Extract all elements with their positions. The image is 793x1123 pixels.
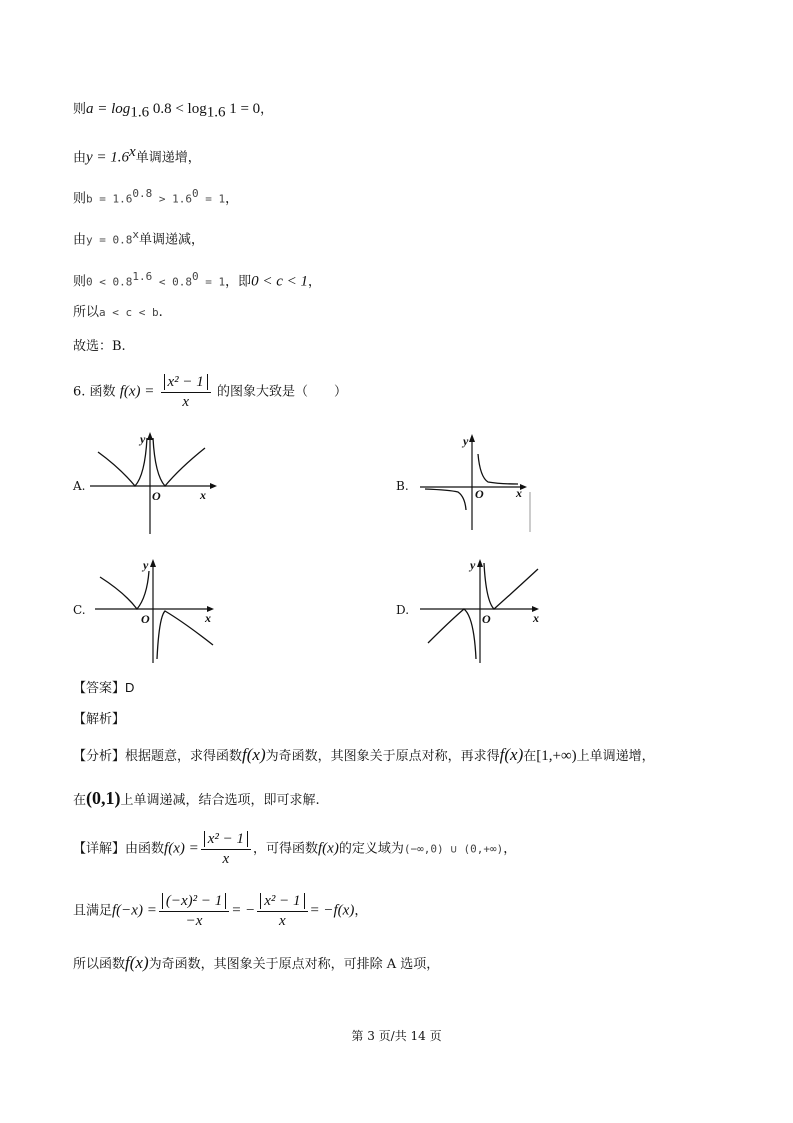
numerator	[257, 892, 307, 912]
detail-line-2	[73, 892, 367, 930]
analysis-line-1	[73, 746, 655, 766]
math-sup: 0.8	[132, 187, 153, 200]
math: f(x)	[499, 745, 524, 764]
text: 为奇函数，其图象关于原点对称，再求得	[265, 749, 500, 764]
math: y = 0.8	[86, 233, 133, 247]
page-footer: 第 3 页/共 14 页	[351, 1029, 442, 1043]
text: ，	[503, 841, 517, 857]
curve-left	[100, 571, 149, 609]
math: (−x)² − 1	[162, 893, 226, 909]
text: ，可得函数	[253, 841, 319, 857]
origin-label: O	[482, 612, 491, 626]
analysis-tag: 【解析】	[73, 712, 126, 727]
y-label: y	[140, 432, 146, 446]
option-d-label: D.	[396, 603, 410, 617]
math: f(−x) =	[112, 902, 157, 919]
math: 0 < c < 1	[251, 273, 309, 290]
math: f(x)	[318, 840, 339, 857]
text: 由	[73, 232, 87, 248]
math-sup: x	[132, 228, 139, 241]
text: ，	[225, 191, 239, 207]
y-axis-arrow	[147, 432, 153, 440]
answer-value: D	[125, 680, 135, 695]
text: 的图象大致是（ ）	[216, 384, 347, 400]
curve-right	[478, 454, 518, 484]
solution-line-5	[73, 268, 321, 291]
text: 所以	[73, 305, 100, 320]
option-a-label: A.	[73, 479, 86, 493]
math: y = 1.6	[86, 149, 130, 166]
text: 为奇函数，其图象关于原点对称，可排除 A 选项，	[148, 957, 440, 972]
y-axis-arrow	[150, 559, 156, 567]
numerator	[159, 892, 229, 912]
curve-left	[425, 489, 466, 510]
option-a-graph	[90, 430, 220, 535]
x-label: x	[516, 486, 522, 500]
math: [1,+∞)	[536, 748, 577, 764]
math-sup: 1.6	[132, 270, 153, 283]
detail-line-3	[73, 954, 439, 974]
math-sub: 1.6	[130, 104, 150, 121]
origin-label: O	[141, 612, 150, 626]
text: 则	[73, 102, 87, 117]
option-b-graph	[420, 432, 535, 534]
fraction	[257, 892, 307, 930]
solution-line-2	[73, 143, 201, 167]
text: 根据题意，求得函数	[125, 749, 243, 764]
origin-label: O	[475, 487, 484, 501]
math: f(x)	[242, 745, 266, 764]
text: 的定义域为	[338, 841, 404, 857]
math: x² − 1	[164, 374, 208, 390]
text: 单调递增，	[135, 150, 201, 166]
solution-line-7	[73, 338, 126, 356]
question-number: 6. 函数	[73, 384, 116, 400]
math: (−∞,0) ∪ (0,+∞)	[403, 842, 504, 856]
denominator: x	[279, 913, 286, 929]
math: b = 1.6	[86, 192, 133, 206]
text: 上单调递减，结合选项，即可求解.	[120, 793, 320, 808]
analysis-line-2	[73, 789, 320, 810]
option-c-graph	[95, 555, 225, 667]
analysis-tag-line	[73, 711, 125, 729]
text: 在	[523, 749, 537, 764]
numerator	[201, 830, 251, 850]
fraction	[201, 830, 251, 868]
math: f(x) =	[119, 383, 155, 400]
denominator: −x	[185, 913, 203, 929]
text: 则	[73, 274, 87, 290]
math: a < c < b	[99, 306, 159, 319]
text: ，	[354, 903, 368, 919]
math: = −	[231, 902, 256, 919]
text: 由	[73, 150, 87, 166]
math: > 1.6	[152, 192, 192, 206]
option-b-label: B.	[396, 479, 409, 493]
y-label: y	[463, 434, 469, 448]
math: = 1	[198, 192, 226, 206]
y-label: y	[470, 558, 476, 572]
x-label: x	[205, 611, 211, 625]
math: 0 < 0.8	[86, 275, 133, 289]
math: a = log	[86, 101, 131, 117]
math: (0,1)	[86, 788, 121, 808]
answer-tag: 【答案】	[73, 681, 126, 696]
solution-line-4	[73, 226, 204, 249]
x-axis-arrow	[210, 483, 217, 489]
text: .	[158, 305, 163, 320]
text: 在	[73, 793, 87, 808]
text: 且满足	[73, 903, 113, 919]
origin-label: O	[152, 489, 161, 503]
analysis-label: 【分析】	[73, 749, 126, 764]
y-axis-arrow	[469, 434, 475, 442]
math: = −f(x)	[309, 902, 355, 919]
fraction	[159, 892, 229, 930]
text: 所以函数	[73, 957, 126, 972]
text: 由函数	[125, 841, 165, 857]
y-label: y	[143, 558, 149, 572]
denominator: x	[182, 394, 189, 410]
x-label: x	[533, 611, 539, 625]
text: ，	[260, 102, 274, 117]
x-label: x	[200, 488, 206, 502]
text: ，	[308, 274, 322, 290]
math-sub: 1.6	[206, 104, 226, 121]
text: 则	[73, 191, 87, 207]
math: f(x)	[125, 953, 149, 972]
denominator: x	[222, 851, 230, 867]
y-axis-arrow	[477, 559, 483, 567]
text: 上单调递增，	[576, 749, 655, 764]
math: f(x) =	[164, 840, 199, 857]
math: = 1	[198, 275, 226, 289]
math: < 0.8	[152, 275, 192, 289]
solution-line-3	[73, 185, 238, 208]
math-sup: 0	[192, 187, 199, 200]
detail-label: 【详解】	[73, 841, 126, 857]
numerator	[161, 373, 211, 393]
curve-right	[153, 438, 205, 486]
math: 1 = 0	[225, 101, 261, 117]
answer-line	[73, 679, 134, 698]
curve-left	[428, 609, 476, 659]
math-sup: 0	[192, 270, 199, 283]
curve-right	[484, 563, 538, 609]
math: x² − 1	[260, 893, 304, 909]
text: ，即	[225, 274, 252, 290]
math: x² − 1	[204, 831, 248, 847]
option-d-graph	[420, 555, 550, 667]
detail-line-1	[73, 830, 516, 868]
math-sup: x	[129, 144, 136, 160]
text: 单调递减，	[139, 232, 205, 248]
fraction	[161, 373, 211, 411]
question-6	[73, 373, 347, 411]
option-c-label: C.	[73, 603, 86, 617]
solution-line-1	[73, 100, 273, 122]
solution-line-6	[73, 304, 163, 322]
math: 0.8 < log	[149, 101, 207, 117]
text: 故选：B.	[73, 339, 126, 354]
